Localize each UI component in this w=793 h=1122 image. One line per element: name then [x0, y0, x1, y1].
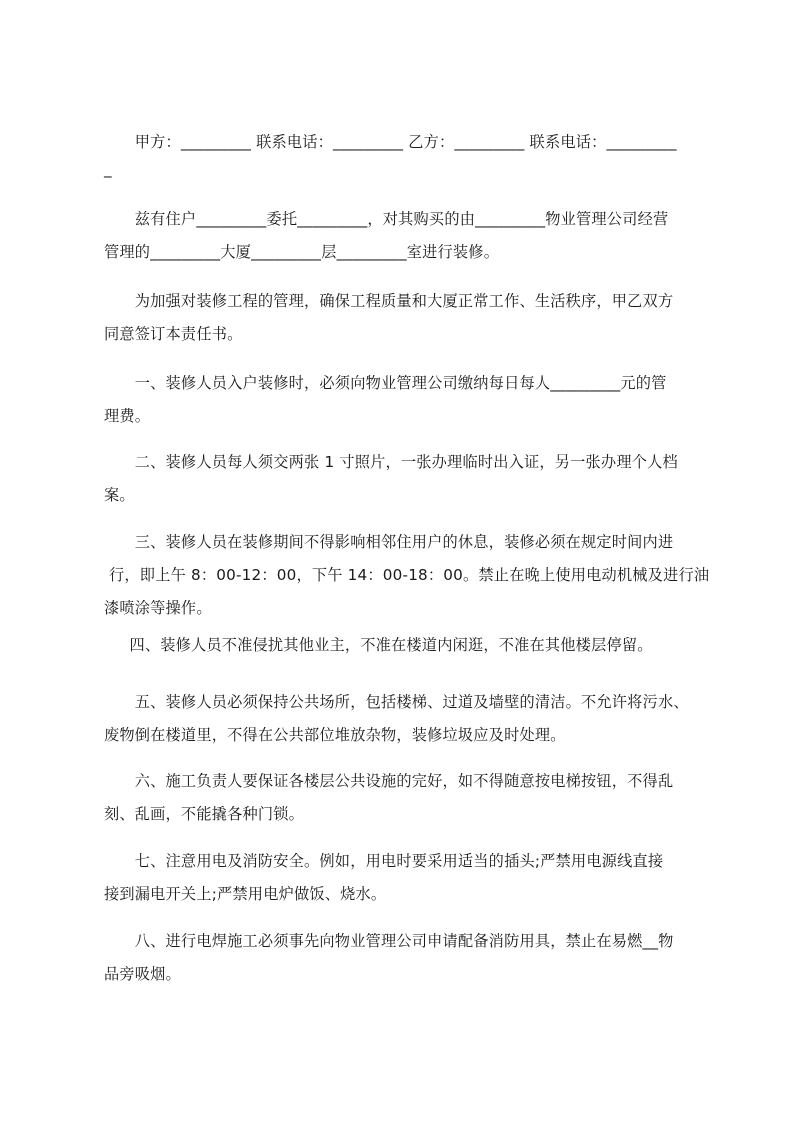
clause-1 — [104, 367, 704, 433]
text-line: _ — [104, 160, 112, 178]
text-line: 八、进行电焊施工必须事先向物业管理公司申请配备消防用具，禁止在易燃__物 — [104, 932, 674, 950]
text-line: 五、装修人员必须保持公共场所，包括楼梯、过道及墙壁的清洁。不允许将污水、 — [104, 693, 689, 711]
clause-2 — [104, 446, 704, 512]
text-line: 四、装修人员不准侵扰其他业主，不准在楼道内闲逛，不准在其他楼层停留。 — [104, 636, 653, 654]
text-line: 漆喷涂等操作。 — [104, 599, 212, 617]
text-line: 二、装修人员每人须交两张 1 寸照片，一张办理临时出入证，另一张办理个人档 — [104, 453, 678, 471]
text-line: 六、施工负责人要保证各楼层公共设施的完好，如不得随意按电梯按钮，不得乱 — [104, 772, 674, 790]
text-line: 七、注意用电及消防安全。例如，用电时要采用适当的插头;严禁用电源线直接 — [104, 852, 664, 870]
text-line: 刻、乱画，不能撬各种门锁。 — [104, 805, 305, 823]
paragraph-commission — [104, 203, 704, 269]
text-line: 管理的_________大厦_________层_________室进行装修。 — [104, 243, 500, 261]
clause-6 — [104, 765, 704, 831]
text-line: 行，即上午 8：00-12：00，下午 14：00-18：00。禁止在晚上使用电动机械及进行油 — [104, 566, 710, 584]
text-line: 案。 — [104, 486, 135, 504]
clause-4 — [104, 629, 704, 662]
text-line: 理费。 — [104, 407, 151, 425]
clause-5 — [104, 686, 704, 752]
text-line: 为加强对装修工程的管理，确保工程质量和大厦正常工作、生活秩序，甲乙双方 — [104, 292, 674, 310]
paragraph-parties — [104, 126, 704, 179]
text-line: 同意签订本责任书。 — [104, 325, 243, 343]
text-line: 甲方：_________ 联系电话：_________ 乙方：_________ 联系电话：_________ — [104, 133, 677, 151]
text-line: 三、装修人员在装修期间不得影响相邻住用户的休息，装修必须在规定时间内进 — [104, 533, 674, 551]
text-line: 一、装修人员入户装修时，必须向物业管理公司缴纳每日每人_________元的管 — [104, 374, 667, 392]
text-line: 品旁吸烟。 — [104, 965, 181, 983]
clause-8 — [104, 925, 704, 991]
clause-3 — [104, 526, 710, 625]
text-line: 接到漏电开关上;严禁用电炉做饭、烧水。 — [104, 885, 387, 903]
text-line: 废物倒在楼道里，不得在公共部位堆放杂物，装修垃圾应及时处理。 — [104, 726, 566, 744]
paragraph-purpose — [104, 285, 704, 351]
clause-7 — [104, 845, 704, 911]
text-line: 兹有住户_________委托_________，对其购买的由_________物业管理公司经营 — [104, 210, 669, 228]
